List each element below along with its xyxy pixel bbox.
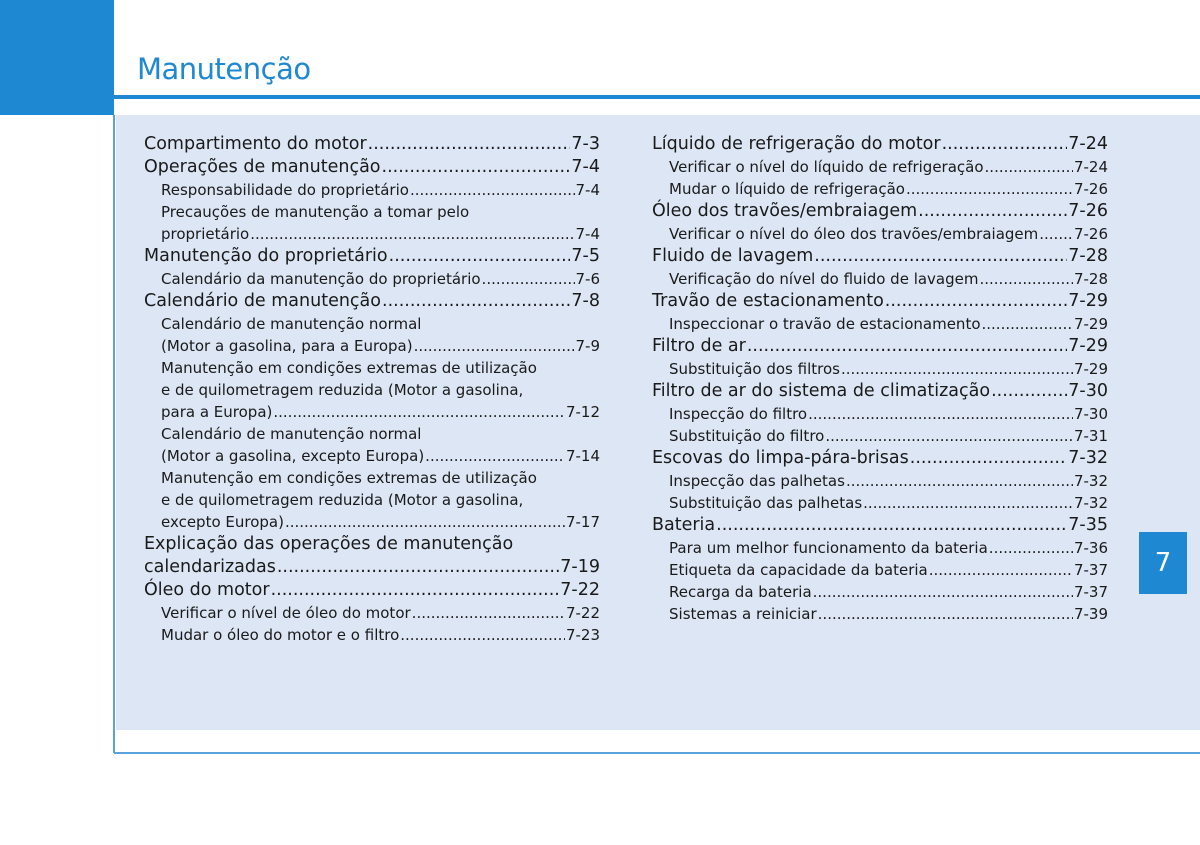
- toc-entry-title: Filtro de ar do sistema de climatização: [652, 381, 991, 401]
- toc-entry-page: 7-22: [565, 604, 600, 622]
- toc-entry-page: 7-5: [571, 246, 600, 266]
- toc-column-left: [144, 133, 600, 646]
- toc-entry[interactable]: [652, 514, 1108, 537]
- toc-entry[interactable]: [652, 335, 1108, 358]
- toc-leader-dots: [825, 425, 1073, 447]
- toc-entry-title: Mudar o óleo do motor e o filtro: [161, 626, 400, 644]
- toc-entry-page: 7-17: [565, 513, 600, 531]
- toc-entry-title: Líquido de refrigeração do motor: [652, 134, 941, 154]
- toc-leader-dots: [985, 156, 1073, 178]
- toc-entry-page: 7-23: [565, 626, 600, 644]
- toc-entry[interactable]: [144, 533, 600, 556]
- toc-entry-title: Calendário de manutenção normal: [161, 315, 422, 333]
- toc-entry[interactable]: [652, 178, 1108, 200]
- toc-leader-dots: [863, 492, 1073, 514]
- toc-leader-dots: [482, 268, 575, 290]
- toc-entry-page: 7-4: [575, 181, 600, 199]
- toc-entry[interactable]: [144, 602, 600, 624]
- toc-entry-page: 7-36: [1073, 539, 1108, 557]
- toc-entry-title: Inspecção do filtro: [669, 405, 808, 423]
- bottom-rule: [114, 752, 1200, 754]
- toc-entry-title: Operações de manutenção: [144, 157, 381, 177]
- toc-entry-page: 7-3: [571, 134, 600, 154]
- toc-entry-title: proprietário: [161, 225, 250, 243]
- toc-entry-page: 7-32: [1073, 494, 1108, 512]
- toc-entry[interactable]: [652, 603, 1108, 625]
- toc-entry-title: Escovas do limpa-pára-brisas: [652, 448, 909, 468]
- toc-entry[interactable]: [652, 425, 1108, 447]
- toc-entry-page: 7-30: [1073, 405, 1108, 423]
- toc-entry-page: 7-24: [1068, 134, 1108, 154]
- toc-entry[interactable]: [652, 223, 1108, 245]
- toc-entry[interactable]: [652, 156, 1108, 178]
- toc-leader-dots: [389, 245, 571, 268]
- toc-entry-page: 7-4: [575, 225, 600, 243]
- toc-entry[interactable]: [652, 268, 1108, 290]
- toc-entry-title: Responsabilidade do proprietário: [161, 181, 409, 199]
- toc-entry-page: 7-28: [1073, 270, 1108, 288]
- toc-entry-title: Substituição do filtro: [669, 427, 825, 445]
- toc-entry-title: Etiqueta da capacidade da bateria: [669, 561, 928, 579]
- toc-entry-page: 7-26: [1068, 201, 1108, 221]
- toc-entry[interactable]: [652, 358, 1108, 380]
- toc-entry-page: 7-31: [1073, 427, 1108, 445]
- toc-entry[interactable]: [144, 511, 600, 533]
- toc-entry[interactable]: [652, 537, 1108, 559]
- toc-entry[interactable]: [144, 401, 600, 423]
- toc-entry-page: 7-6: [575, 270, 600, 288]
- toc-entry[interactable]: [144, 201, 600, 223]
- toc-entry[interactable]: [652, 290, 1108, 313]
- toc-entry-page: 7-26: [1073, 225, 1108, 243]
- toc-leader-dots: [425, 445, 565, 467]
- toc-entry-title: Calendário da manutenção do proprietário: [161, 270, 481, 288]
- toc-leader-dots: [841, 358, 1073, 380]
- left-header-tab: [0, 0, 114, 115]
- toc-leader-dots: [400, 624, 565, 646]
- toc-leader-dots: [846, 470, 1073, 492]
- toc-entry-title: Substituição dos filtros: [669, 360, 840, 378]
- toc-entry[interactable]: [144, 357, 600, 379]
- toc-leader-dots: [982, 313, 1073, 335]
- toc-entry-page: 7-8: [571, 291, 600, 311]
- toc-entry-title: Substituição das palhetas: [669, 494, 863, 512]
- toc-entry-page: 7-30: [1068, 381, 1108, 401]
- toc-entry-title: Manutenção do proprietário: [144, 246, 388, 266]
- toc-entry[interactable]: [652, 403, 1108, 425]
- toc-entry[interactable]: [652, 245, 1108, 268]
- toc-leader-dots: [747, 335, 1067, 358]
- chapter-tab: 7: [1139, 532, 1187, 594]
- toc-entry[interactable]: [144, 268, 600, 290]
- toc-entry-title: Precauções de manutenção a tomar pelo: [161, 203, 470, 221]
- toc-entry-title: Travão de estacionamento: [652, 291, 884, 311]
- toc-entry[interactable]: [144, 313, 600, 335]
- toc-entry-page: 7-32: [1068, 448, 1108, 468]
- toc-entry-title: Mudar o líquido de refrigeração: [669, 180, 905, 198]
- toc-entry[interactable]: [652, 133, 1108, 156]
- toc-entry-title: Calendário de manutenção normal: [161, 425, 422, 443]
- toc-entry-page: 7-37: [1073, 583, 1108, 601]
- toc-leader-dots: [918, 200, 1067, 223]
- toc-entry-page: 7-35: [1068, 515, 1108, 535]
- toc-entry-page: 7-29: [1068, 336, 1108, 356]
- toc-entry[interactable]: [144, 467, 600, 489]
- toc-entry-page: 7-37: [1073, 561, 1108, 579]
- toc-leader-dots: [716, 514, 1067, 537]
- toc-entry[interactable]: [652, 313, 1108, 335]
- toc-entry-page: 7-29: [1073, 360, 1108, 378]
- toc-entry[interactable]: [652, 380, 1108, 403]
- page-title: Manutenção: [137, 52, 311, 86]
- toc-entry[interactable]: [652, 200, 1108, 223]
- toc-entry-title: Óleo dos travões/embraiagem: [652, 201, 918, 221]
- toc-leader-dots: [382, 290, 570, 313]
- toc-leader-dots: [814, 245, 1067, 268]
- toc-entry[interactable]: [652, 447, 1108, 470]
- toc-entry[interactable]: [144, 290, 600, 313]
- toc-entry-title: Manutenção em condições extremas de utilização: [161, 469, 537, 487]
- toc-entry-title: Verificação do nível do fluido de lavagem: [669, 270, 979, 288]
- toc-entry[interactable]: [144, 489, 600, 511]
- toc-entry-title: Bateria: [652, 515, 716, 535]
- toc-entry-title: (Motor a gasolina, para a Europa): [161, 337, 413, 355]
- toc-leader-dots: [368, 133, 571, 156]
- margin-line: [113, 115, 115, 753]
- toc-entry-title: (Motor a gasolina, excepto Europa): [161, 447, 425, 465]
- toc-leader-dots: [813, 581, 1073, 603]
- toc-entry-title: Calendário de manutenção: [144, 291, 381, 311]
- toc-entry-title: Verificar o nível do líquido de refrigeração: [669, 158, 984, 176]
- toc-leader-dots: [285, 511, 565, 533]
- toc-entry-page: 7-28: [1068, 246, 1108, 266]
- toc-entry-page: 7-39: [1073, 605, 1108, 623]
- toc-entry[interactable]: [144, 223, 600, 245]
- toc-entry-title: Sistemas a reiniciar: [669, 605, 817, 623]
- toc-column-right: [652, 133, 1108, 625]
- toc-entry[interactable]: [652, 492, 1108, 514]
- toc-entry-title: Manutenção em condições extremas de utilização: [161, 359, 537, 377]
- toc-leader-dots: [250, 223, 574, 245]
- toc-leader-dots: [979, 268, 1072, 290]
- toc-leader-dots: [991, 380, 1067, 403]
- toc-entry-page: 7-26: [1073, 180, 1108, 198]
- toc-entry-title: e de quilometragem reduzida (Motor a gasolina,: [161, 381, 524, 399]
- toc-leader-dots: [989, 537, 1073, 559]
- toc-entry-title: Inspecção das palhetas: [669, 472, 845, 490]
- toc-entry-title: para a Europa): [161, 403, 273, 421]
- toc-leader-dots: [942, 133, 1068, 156]
- toc-entry[interactable]: [652, 559, 1108, 581]
- toc-entry-page: 7-24: [1073, 158, 1108, 176]
- title-rule: [114, 95, 1200, 99]
- toc-entry[interactable]: [144, 379, 600, 401]
- toc-leader-dots: [410, 179, 575, 201]
- toc-entry-title: Inspeccionar o travão de estacionamento: [669, 315, 981, 333]
- toc-leader-dots: [818, 603, 1073, 625]
- toc-entry-page: 7-9: [575, 337, 600, 355]
- toc-entry-title: Para um melhor funcionamento da bateria: [669, 539, 988, 557]
- toc-entry[interactable]: [144, 156, 600, 179]
- toc-entry[interactable]: [652, 470, 1108, 492]
- toc-entry-title: Fluido de lavagem: [652, 246, 814, 266]
- toc-entry-title: Explicação das operações de manutenção: [144, 534, 514, 554]
- toc-leader-dots: [885, 290, 1068, 313]
- toc-entry-page: 7-32: [1073, 472, 1108, 490]
- toc-leader-dots: [271, 579, 560, 602]
- toc-entry[interactable]: [652, 581, 1108, 603]
- toc-entry[interactable]: [144, 556, 600, 579]
- toc-entry-title: Verificar o nível de óleo do motor: [161, 604, 411, 622]
- toc-entry[interactable]: [144, 179, 600, 201]
- toc-entry-page: 7-29: [1073, 315, 1108, 333]
- toc-leader-dots: [910, 447, 1068, 470]
- toc-leader-dots: [382, 156, 571, 179]
- toc-entry-page: 7-4: [571, 157, 600, 177]
- toc-leader-dots: [1039, 223, 1073, 245]
- toc-entry-title: Recarga da bateria: [669, 583, 812, 601]
- toc-entry[interactable]: [144, 245, 600, 268]
- toc-entry-title: calendarizadas: [144, 557, 276, 577]
- toc-entry[interactable]: [144, 335, 600, 357]
- toc-leader-dots: [808, 403, 1073, 425]
- toc-entry[interactable]: [144, 579, 600, 602]
- toc-leader-dots: [412, 602, 565, 624]
- toc-leader-dots: [414, 335, 575, 357]
- toc-entry-page: 7-22: [560, 580, 600, 600]
- toc-entry-title: e de quilometragem reduzida (Motor a gasolina,: [161, 491, 524, 509]
- toc-entry[interactable]: [144, 445, 600, 467]
- toc-entry-title: Verificar o nível do óleo dos travões/embraiagem: [669, 225, 1039, 243]
- toc-entry-title: Filtro de ar: [652, 336, 746, 356]
- toc-leader-dots: [277, 556, 559, 579]
- toc-entry-title: excepto Europa): [161, 513, 284, 531]
- toc-entry[interactable]: [144, 624, 600, 646]
- toc-entry[interactable]: [144, 133, 600, 156]
- toc-entry-title: Óleo do motor: [144, 580, 270, 600]
- toc-entry[interactable]: [144, 423, 600, 445]
- toc-leader-dots: [273, 401, 565, 423]
- toc-leader-dots: [906, 178, 1073, 200]
- toc-entry-page: 7-19: [560, 557, 600, 577]
- toc-entry-page: 7-29: [1068, 291, 1108, 311]
- toc-leader-dots: [929, 559, 1073, 581]
- toc-entry-page: 7-14: [565, 447, 600, 465]
- toc-entry-page: 7-12: [565, 403, 600, 421]
- toc-entry-title: Compartimento do motor: [144, 134, 367, 154]
